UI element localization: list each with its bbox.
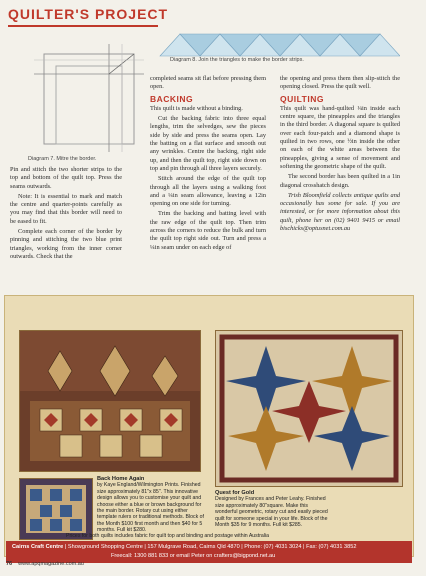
page-footer	[6, 561, 84, 567]
site-url: www.apqmagazine.com.au	[18, 561, 84, 567]
paragraph: Trim the backing and batting level with the raw edge of the quilt top. Then trim across the corners to reduce the bulk and turn the quilt top right side out. Turn and press a ¼in seam under on each edge of	[150, 210, 266, 251]
paragraph: The second border has been quilted in a 1in diagonal crosshatch design.	[280, 173, 400, 189]
heading-backing: BACKING	[150, 93, 194, 104]
header-rule	[8, 25, 158, 27]
quilt-photo-back-home-again	[19, 330, 201, 472]
paragraph: the opening and press them then slip-stitch the opening closed. Press the quilt well.	[280, 75, 400, 91]
product-description-1	[97, 476, 209, 534]
paragraph: completed seams sit flat before pressing them open.	[150, 75, 266, 91]
text-column-2	[150, 75, 266, 254]
pricing-note: Prices for both quilts includes fabric for quilt top and binding and postage within Australia	[66, 533, 270, 539]
paragraph: Pin and stitch the two shorter strips to the top and bottom of the quilt top. Press the seams outwards.	[10, 166, 122, 190]
author-bio: Trish Bloomfield collects antique quilts and occasionally has some for sale. If you are interested, or for more information about this quilt, phone her on (02) 9401 9415 or email bischicks@optusnet.com.au	[280, 191, 400, 233]
paragraph: Note: It is essential to mark and match the centre and quarter-points carefully as you may find that this border will need to be eased to fit.	[10, 192, 122, 225]
quilt-photo-quest-for-gold	[215, 330, 403, 487]
diagram-7-mitre-border	[14, 34, 154, 154]
shop-address: Showground Shopping Centre | 157 Mulgrave Road, Cairns Qld 4870 | Phone: (07) 4031 3024 | Fax: (07) 4031 3852	[67, 544, 357, 550]
text-column-1	[10, 166, 122, 263]
shop-line-2: Freecall: 1300 881 833 or email Peter on crafters@bigpond.net.au	[111, 553, 276, 559]
product-title: Quest for Gold	[215, 490, 255, 496]
shop-contact-banner	[6, 541, 412, 563]
product-text: Designed by Frances and Peter Leahy. Finished size approximately 80"square. Make this wonderful geometric, rotary cut and easily pieced quilt for someone special in your life. Block of the Month $35 for 9 months. Full kit $285.	[215, 496, 328, 529]
text-column-3	[280, 75, 400, 235]
paragraph: This quilt was hand-quilted ¼in inside each centre square, the pineapples and the triangles in the third border. A diagonal square is quilted over each four-patch and a diamond shape is quilted in two rows, one ½in inside the other on each of the white areas between the pineapples, giving a sense of movement and softening the geometric shape of the quilt.	[280, 104, 400, 170]
paragraph: Cut the backing fabric into three equal lengths, trim the selvedges, sew the pieces side by side and press the seams open. Lay the batting on a flat surface and smooth out any wrinkles. Centre the backing, right side up, and then the quilt top, right side down on top and pin through all three layers securely.	[150, 115, 266, 172]
product-text: by Kaye England/Wilmington Prints. Finished size approximately 81"x 85". This innovative design allows you to customise your quilt and choose either a blue or brown background for the main border. Rotary cut using either template rulers or traditional methods. Block of the Month $100 first month and then $40 for 5 months. Full kit $280.	[97, 482, 204, 534]
paragraph: Complete each corner of the border by pinning and stitching the two blue print triangles, working from the inner corner outwards. Check that the	[10, 228, 122, 260]
section-header: QUILTER'S PROJECT	[8, 6, 169, 22]
heading-quilting: QUILTING	[280, 93, 324, 104]
shop-line-1: Cairns Craft Centre | Showground Shopping Centre | 157 Mulgrave Road, Cairns Qld 4870 | Phone: (07) 4031 3024 | Fax: (07) 4031 3852	[12, 544, 357, 550]
paragraph: This quilt is made without a binding.	[150, 104, 243, 112]
diagram-7-caption: Diagram 7. Mitre the border.	[28, 156, 97, 162]
shop-name: Cairns Craft Centre	[12, 544, 64, 550]
page-number: 76	[6, 561, 13, 567]
paragraph: Stitch around the edge of the quilt top through all the layers using a walking foot and a ¼in seam allowance, leaving a 12in opening on one side for turning.	[150, 175, 266, 208]
product-title: Back Home Again	[97, 476, 145, 482]
diagram-8-caption: Diagram 8. Join the triangles to make the border strips.	[170, 57, 304, 63]
advertisement	[4, 295, 414, 557]
product-description-2	[215, 490, 329, 528]
quilt-photo-detail	[19, 478, 93, 540]
